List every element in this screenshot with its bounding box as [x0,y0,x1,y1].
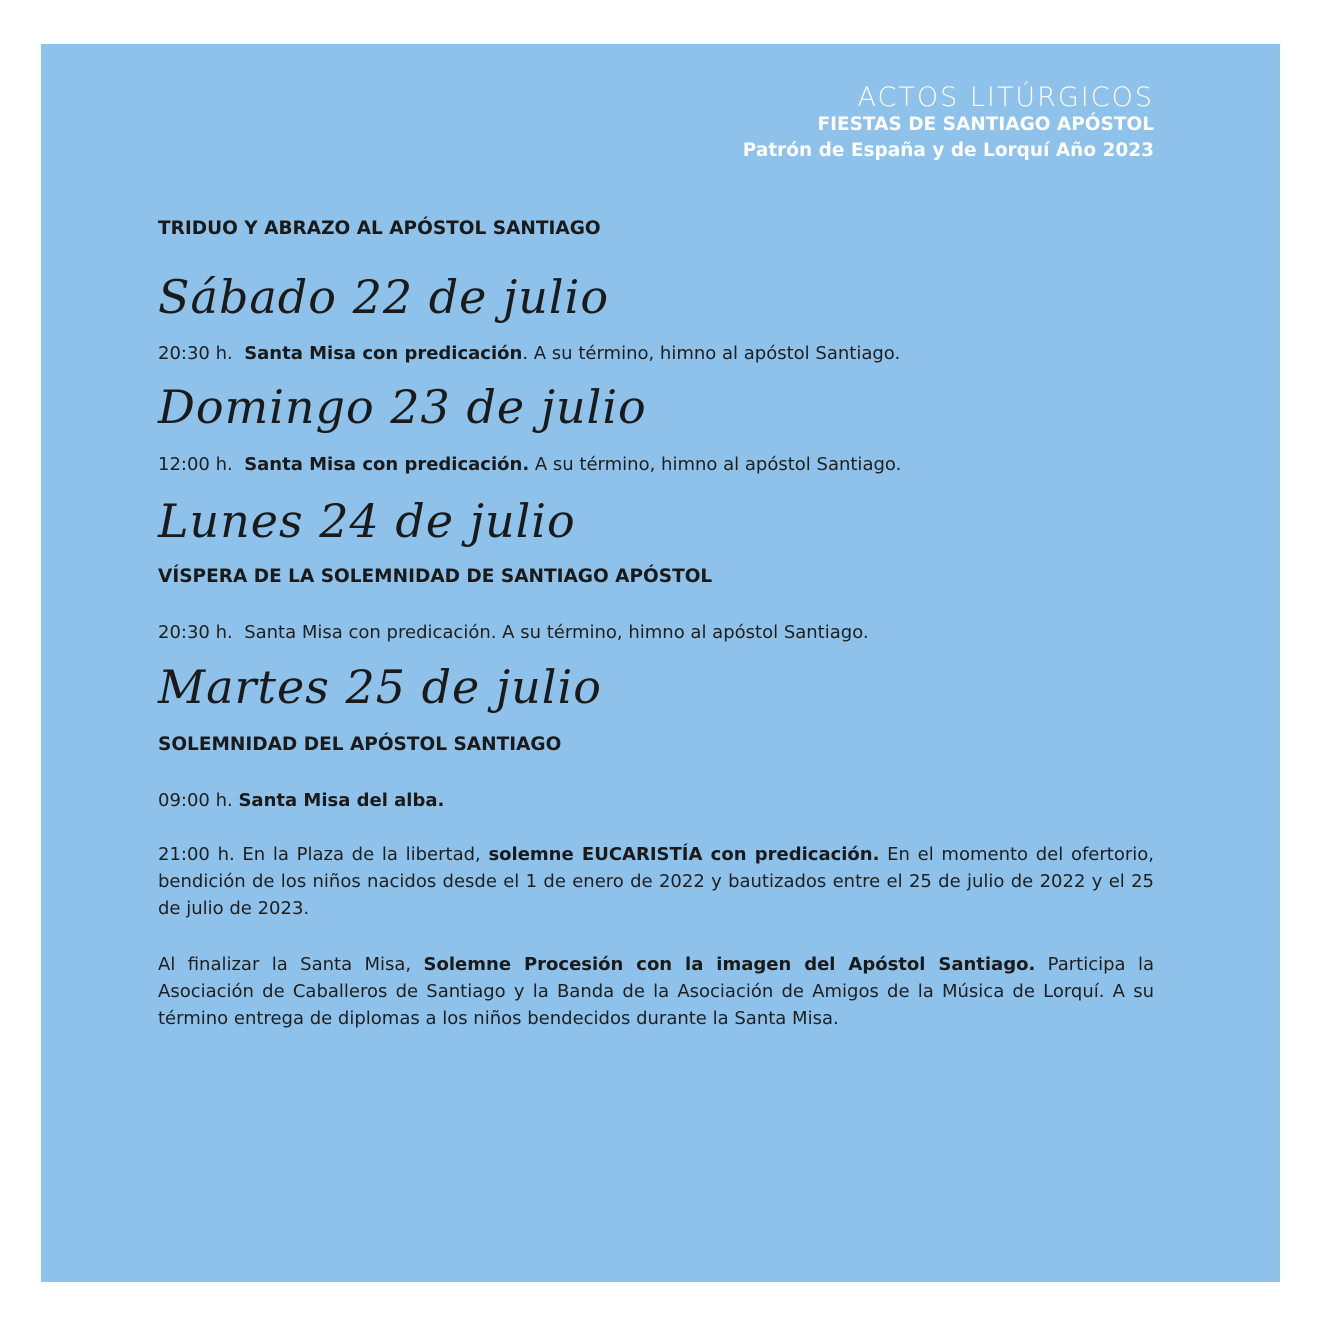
eucaristia-intro: 21:00 h. En la Plaza de la libertad, [158,844,489,865]
event-time: 12:00 h. [158,454,233,475]
event-title: Santa Misa del alba. [238,790,445,811]
eucaristia-title: solemne EUCARISTÍA con predicación. [488,844,880,865]
section-vispera: VÍSPERA DE LA SOLEMNIDAD DE SANTIAGO APÓSTOL [158,566,713,587]
event-text: Santa Misa con predicación. A su término, himno al apóstol Santiago. [244,622,869,643]
eucaristia-text: En el momento del ofertorio, bendición de los niños nacidos desde el 1 de enero de 2022 y bautizados entre el 25 de julio de 2022 y el 25 de julio de 2023. [158,844,1154,919]
day-line-martes-alba [158,790,444,811]
day-line-sabado [158,343,900,364]
day-date-domingo: Domingo 23 de julio [158,380,647,434]
event-text: . A su término, himno al apóstol Santiago. [522,343,901,364]
program-panel [41,44,1280,1282]
day-date-sabado: Sábado 22 de julio [158,270,610,324]
event-title: Santa Misa con predicación. [244,454,530,475]
triduo-title: TRIDUO Y ABRAZO AL APÓSTOL SANTIAGO [158,218,601,239]
header-title: ACTOS LITÚRGICOS [857,82,1154,113]
eucaristia-paragraph [158,841,1154,922]
day-date-martes: Martes 25 de julio [158,660,602,714]
event-time: 20:30 h. [158,343,233,364]
procesion-paragraph [158,951,1154,1032]
header-subtitle: FIESTAS DE SANTIAGO APÓSTOL [817,114,1154,135]
event-title: Santa Misa con predicación [244,343,523,364]
procesion-text: Participa la Asociación de Caballeros de Santiago y la Banda de la Asociación de Amigos de la Música de Lorquí. A su término entrega de diplomas a los niños bendecidos durante la Santa Misa. [158,954,1154,1029]
event-time: 20:30 h. [158,622,233,643]
event-time: 09:00 h. [158,790,233,811]
procesion-intro: Al finalizar la Santa Misa, [158,954,424,975]
day-line-lunes [158,622,869,643]
header-subtitle-2: Patrón de España y de Lorquí Año 2023 [742,140,1154,161]
event-text: A su término, himno al apóstol Santiago. [529,454,902,475]
section-solemnidad: SOLEMNIDAD DEL APÓSTOL SANTIAGO [158,734,562,755]
day-date-lunes: Lunes 24 de julio [158,494,576,548]
day-line-domingo [158,454,901,475]
procesion-title: Solemne Procesión con la imagen del Apóstol Santiago. [423,954,1036,975]
header [743,84,1154,164]
